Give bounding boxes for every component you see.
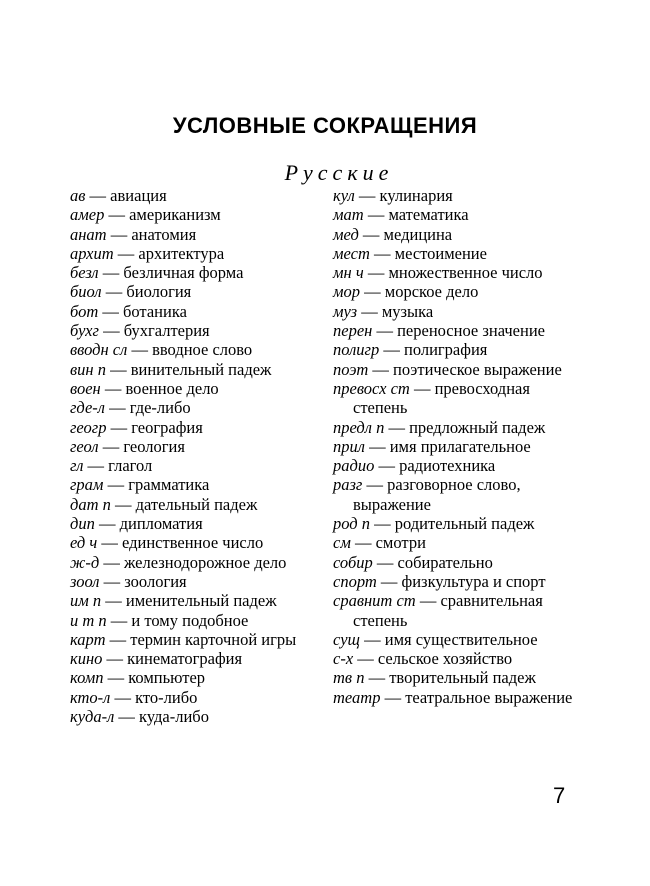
abbreviation: биол [70, 282, 102, 302]
abbreviation-definition: геология [123, 436, 185, 456]
abbreviation-definition: глагол [108, 456, 153, 476]
abbreviation-entry [333, 688, 583, 707]
abbreviation-entry [70, 282, 315, 301]
abbreviation-entry [333, 360, 583, 379]
dash-separator: — [368, 359, 394, 379]
abbreviation-definition: авиация [110, 186, 167, 205]
abbreviation: дип [70, 514, 95, 534]
abbreviation: анат [70, 224, 107, 244]
dash-separator: — [105, 398, 130, 418]
dash-separator: — [97, 533, 123, 553]
dash-separator: — [98, 301, 123, 321]
dash-separator: — [363, 205, 389, 225]
abbreviation: бухг [70, 321, 99, 341]
abbreviation: полигр [333, 340, 380, 360]
abbreviation-entry [333, 263, 583, 282]
abbreviation-entry [70, 495, 315, 514]
abbreviation: безл [70, 263, 99, 283]
abbreviation-entry [333, 572, 583, 591]
abbreviation-definition: поэтическое выражение [393, 359, 562, 379]
dash-separator: — [353, 649, 378, 669]
abbreviation-definition: полиграфия [403, 340, 488, 360]
dash-separator: — [103, 668, 129, 688]
dash-separator: — [360, 282, 385, 302]
abbreviation-entry [333, 302, 583, 321]
abbreviation-definition: смотри [375, 533, 426, 553]
dash-separator: — [105, 629, 131, 649]
dash-separator: — [110, 687, 136, 707]
abbreviation-definition: имя существительное [384, 629, 538, 649]
dash-separator: — [106, 610, 132, 630]
abbreviation-definition: театральное выражение [405, 687, 573, 707]
abbreviation: радио [333, 456, 375, 476]
abbreviation: гл [70, 456, 84, 476]
abbreviation: амер [70, 205, 105, 225]
abbreviation-entry [70, 630, 315, 649]
abbreviation: род п [333, 514, 371, 534]
abbreviation-definition: местоимение [394, 243, 487, 263]
dash-separator: — [384, 417, 410, 437]
dash-separator: — [102, 649, 128, 669]
abbreviation-definition: военное дело [125, 378, 219, 398]
dash-separator: — [113, 243, 139, 263]
abbreviation-definition: множественное число [388, 263, 543, 283]
abbreviation: прил [333, 436, 365, 456]
dash-separator: — [100, 378, 126, 398]
dash-separator: — [350, 533, 376, 553]
dash-separator: — [379, 340, 404, 360]
abbreviation-definition: биология [126, 282, 192, 302]
abbreviation-entry [70, 591, 315, 610]
abbreviation-entry [333, 591, 583, 630]
abbreviation: геогр [70, 417, 107, 437]
dash-separator: — [362, 475, 388, 495]
abbreviation-entry [333, 379, 583, 418]
abbreviation-definition: география [131, 417, 203, 437]
abbreviation-entry [333, 282, 583, 301]
abbreviation-entry [70, 340, 315, 359]
abbreviation-entry [333, 553, 583, 572]
dash-separator: — [376, 571, 402, 591]
abbreviation-entry [333, 649, 583, 668]
abbreviation-definition: родительный падеж [394, 514, 535, 534]
dash-separator: — [104, 205, 130, 225]
abbreviation: им п [70, 591, 102, 611]
abbreviation-definition: физкультура и спорт [401, 571, 546, 591]
abbreviation-definition: имя прилагательное [389, 436, 531, 456]
dash-separator: — [372, 552, 398, 572]
abbreviation: бот [70, 301, 99, 321]
abbreviation-definition: и тому подобное [131, 610, 249, 630]
abbreviation-entry [70, 649, 315, 668]
abbreviation-entry [333, 630, 583, 649]
abbreviation-entry [333, 418, 583, 437]
abbreviation-definition: винительный падеж [130, 359, 272, 379]
abbreviation: и т п [70, 610, 107, 630]
abbreviation: где-л [70, 398, 105, 418]
abbreviation: превосх ст [333, 378, 410, 398]
abbreviation-definition: медицина [383, 224, 453, 244]
abbreviation-entry [333, 321, 583, 340]
abbreviation-definition: кулинария [379, 186, 453, 205]
abbreviation: кул [333, 186, 355, 205]
abbreviation: мн ч [333, 263, 364, 283]
abbreviation-definition: радиотехника [399, 456, 496, 476]
abbreviation-definition: предложный падеж [409, 417, 546, 437]
abbreviation: мед [333, 224, 359, 244]
abbreviation-entry [70, 302, 315, 321]
abbreviation: см [333, 533, 351, 553]
abbreviation-definition: ботаника [123, 301, 187, 321]
dash-separator: — [364, 668, 390, 688]
abbreviation-entry [70, 572, 315, 591]
abbreviation: ед ч [70, 533, 98, 553]
abbreviation-definition: творительный падеж [389, 668, 536, 688]
abbreviation-entry [333, 668, 583, 687]
dash-separator: — [127, 340, 153, 360]
abbreviation-definition: железнодорожное дело [123, 552, 287, 572]
abbreviation-entry [70, 553, 315, 572]
abbreviation-entry [333, 437, 583, 456]
dash-separator: — [106, 224, 132, 244]
abbreviation: перен [333, 321, 373, 341]
dash-separator: — [105, 359, 131, 379]
abbreviation: вводн сл [70, 340, 128, 360]
abbreviation: предл п [333, 417, 385, 437]
dash-separator: — [101, 282, 127, 302]
dash-separator: — [98, 436, 124, 456]
abbreviation: тв п [333, 668, 365, 688]
abbreviation-definition: сравнительная степень [353, 591, 543, 630]
abbreviation-definition: куда-либо [139, 707, 209, 727]
abbreviation-entry [70, 321, 315, 340]
abbreviation-entry [333, 514, 583, 533]
abbreviation-entry [70, 244, 315, 263]
dash-separator: — [354, 186, 380, 205]
abbreviation-definition: кинематография [127, 649, 243, 669]
dash-separator: — [114, 707, 140, 727]
dash-separator: — [98, 321, 124, 341]
abbreviation: муз [333, 301, 358, 321]
dash-separator: — [363, 263, 389, 283]
dash-separator: — [103, 475, 129, 495]
abbreviation: грам [70, 475, 104, 495]
abbreviation-entry [333, 456, 583, 475]
abbreviation-definition: дательный падеж [135, 494, 258, 514]
abbreviation-definition: дипломатия [119, 514, 203, 534]
abbreviation: мор [333, 282, 361, 302]
abbreviation-entry [333, 475, 583, 514]
abbreviation-entry [70, 418, 315, 437]
abbreviation-entry [333, 533, 583, 552]
dash-separator: — [409, 378, 435, 398]
abbreviation: комп [70, 668, 104, 688]
abbreviation: геол [70, 436, 99, 456]
abbreviation-entry [70, 611, 315, 630]
abbreviation-entry [333, 186, 583, 205]
abbreviation: кто-л [70, 687, 111, 707]
abbreviation: дат п [70, 494, 111, 514]
abbreviation: воен [70, 378, 101, 398]
abbreviation-definition: архитектура [138, 243, 225, 263]
abbreviation: вин п [70, 359, 106, 379]
dash-separator: — [83, 456, 109, 476]
page-number: 7 [553, 783, 566, 808]
dash-separator: — [369, 243, 395, 263]
abbreviation-definition: кто-либо [135, 687, 198, 707]
dash-separator: — [358, 224, 384, 244]
dash-separator: — [98, 263, 124, 283]
abbreviation-entry [70, 456, 315, 475]
abbreviation-definition: собирательно [397, 552, 493, 572]
abbreviation-definition: переносное значение [397, 321, 545, 341]
abbreviation-entry [70, 475, 315, 494]
abbreviation-entry [70, 533, 315, 552]
abbreviation: театр [333, 687, 381, 707]
abbreviation-entry [70, 360, 315, 379]
abbreviation-definition: анатомия [131, 224, 197, 244]
abbreviation-entry [70, 205, 315, 224]
abbreviation-definition: термин карточной игры [130, 629, 297, 649]
abbreviation-definition: именительный падеж [125, 591, 277, 611]
abbreviation: разг [333, 475, 363, 495]
abbreviation-definition: вводное слово [152, 340, 253, 360]
abbreviations-right-column [333, 186, 583, 707]
abbreviations-left-column [70, 186, 315, 726]
dash-separator: — [364, 436, 390, 456]
abbreviation: зоол [70, 571, 100, 591]
abbreviation-entry [70, 437, 315, 456]
dash-separator: — [94, 514, 120, 534]
abbreviation: мат [333, 205, 364, 225]
abbreviation-entry [70, 688, 315, 707]
dash-separator: — [370, 514, 395, 534]
dash-separator: — [372, 321, 398, 341]
abbreviation-entry [70, 379, 315, 398]
abbreviation-entry [70, 707, 315, 726]
abbreviation-entry [70, 398, 315, 417]
abbreviation-entry [70, 225, 315, 244]
abbreviation: мест [333, 243, 370, 263]
abbreviation-entry [70, 514, 315, 533]
abbreviation: куда-л [70, 707, 115, 727]
abbreviation-definition: единственное число [122, 533, 264, 553]
abbreviation: кино [70, 649, 103, 669]
abbreviation-entry [333, 225, 583, 244]
abbreviation: сущ [333, 629, 360, 649]
abbreviation-definition: зоология [124, 571, 187, 591]
dash-separator: — [85, 186, 111, 205]
dash-separator: — [380, 687, 406, 707]
abbreviation: с-х [333, 649, 354, 669]
abbreviation-definition: математика [388, 205, 469, 225]
page-title: УСЛОВНЫЕ СОКРАЩЕНИЯ [172, 113, 478, 138]
abbreviation-definition: разговорное слово, выражение [353, 475, 521, 514]
section-title: Русские [284, 160, 394, 185]
dash-separator: — [415, 591, 441, 611]
abbreviation-entry [70, 668, 315, 687]
abbreviation: карт [70, 629, 106, 649]
dash-separator: — [99, 552, 124, 572]
abbreviation-definition: музыка [381, 301, 434, 321]
abbreviation: ав [70, 186, 86, 205]
abbreviation-entry [70, 263, 315, 282]
abbreviation: архит [70, 243, 114, 263]
abbreviation-entry [333, 244, 583, 263]
abbreviation: спорт [333, 571, 377, 591]
abbreviation-definition: американизм [129, 205, 221, 225]
dash-separator: — [106, 417, 132, 437]
dash-separator: — [110, 494, 136, 514]
abbreviation-definition: бухгалтерия [123, 321, 210, 341]
dash-separator: — [99, 571, 125, 591]
abbreviation-definition: компьютер [128, 668, 206, 688]
abbreviation-entry [333, 340, 583, 359]
abbreviation-definition: грамматика [128, 475, 210, 495]
dash-separator: — [374, 456, 400, 476]
abbreviation-definition: безличная форма [123, 263, 244, 283]
abbreviation: собир [333, 552, 373, 572]
abbreviation-entry [70, 186, 315, 205]
dash-separator: — [357, 301, 382, 321]
abbreviation-definition: где-либо [129, 398, 191, 418]
abbreviation: сравнит ст [333, 591, 416, 611]
abbreviation: поэт [333, 359, 369, 379]
abbreviation-definition: превосходная степень [353, 378, 530, 418]
abbreviation: ж-д [70, 552, 100, 572]
dash-separator: — [360, 629, 385, 649]
abbreviation-definition: сельское хозяйство [377, 649, 513, 669]
abbreviation-definition: морское дело [384, 282, 479, 302]
abbreviation-entry [333, 205, 583, 224]
dash-separator: — [101, 591, 126, 611]
